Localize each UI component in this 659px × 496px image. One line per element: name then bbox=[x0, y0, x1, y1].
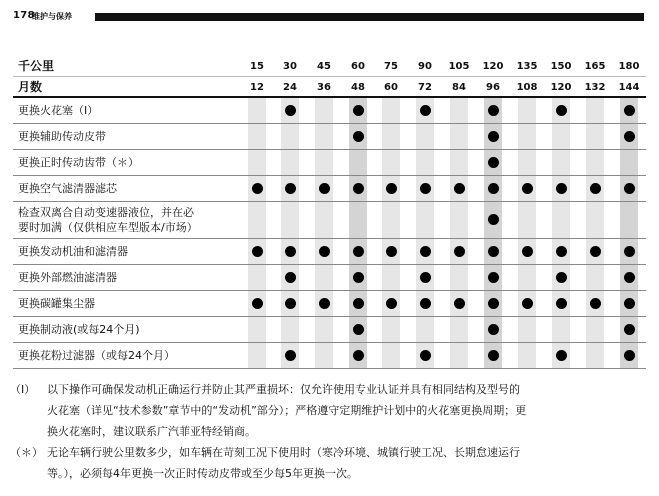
service-dot bbox=[624, 105, 635, 116]
service-dot bbox=[420, 272, 431, 283]
service-dot bbox=[285, 246, 296, 257]
page-header bbox=[13, 8, 646, 24]
schedule-row bbox=[13, 123, 646, 150]
service-dot bbox=[252, 298, 263, 309]
km-label: 千公里 bbox=[18, 58, 55, 73]
row-label bbox=[18, 270, 117, 285]
schedule-row bbox=[13, 316, 646, 343]
row-label bbox=[18, 103, 98, 118]
service-dot bbox=[488, 324, 499, 335]
km-value: 30 bbox=[283, 60, 297, 72]
schedule-row bbox=[13, 97, 646, 124]
service-dot bbox=[488, 131, 499, 142]
footnote-mark: （Ⅰ） bbox=[10, 383, 36, 396]
service-dot bbox=[353, 131, 364, 142]
service-dot bbox=[420, 350, 431, 361]
month-value: 84 bbox=[452, 81, 466, 93]
km-value: 15 bbox=[250, 60, 264, 72]
footnotes bbox=[10, 379, 650, 484]
service-dot bbox=[556, 183, 567, 194]
row-label-line: 更换空气滤清器滤芯 bbox=[18, 181, 117, 195]
schedule-row bbox=[13, 175, 646, 202]
footnote bbox=[10, 442, 650, 484]
km-value: 45 bbox=[317, 60, 331, 72]
months-header-row bbox=[13, 77, 646, 97]
service-dot bbox=[556, 298, 567, 309]
service-dot bbox=[353, 350, 364, 361]
row-label bbox=[18, 181, 117, 196]
month-value: 120 bbox=[550, 81, 572, 93]
service-dot bbox=[285, 105, 296, 116]
service-dot bbox=[624, 272, 635, 283]
service-dot bbox=[488, 214, 499, 225]
service-dot bbox=[624, 350, 635, 361]
footnote-line: 等。），必须每4年更换一次正时传动皮带或至少每5年更换一次。 bbox=[47, 467, 358, 480]
schedule-row bbox=[13, 149, 646, 176]
header-rule bbox=[95, 13, 644, 21]
km-value: 180 bbox=[618, 60, 640, 72]
service-dot bbox=[590, 298, 601, 309]
km-value: 135 bbox=[516, 60, 538, 72]
service-dot bbox=[590, 183, 601, 194]
row-label-line: 更换外部燃油滤清器 bbox=[18, 270, 117, 284]
service-dot bbox=[488, 183, 499, 194]
service-dot bbox=[285, 183, 296, 194]
row-label bbox=[18, 155, 139, 170]
row-label-line: 更换辅助传动皮带 bbox=[18, 129, 106, 143]
service-dot bbox=[624, 183, 635, 194]
km-value: 105 bbox=[448, 60, 470, 72]
service-dot bbox=[353, 183, 364, 194]
service-dot bbox=[590, 246, 601, 257]
service-dot bbox=[386, 298, 397, 309]
row-label-line: 更换制动液(或每24个月) bbox=[18, 322, 140, 336]
service-dot bbox=[353, 272, 364, 283]
schedule-row bbox=[13, 264, 646, 291]
service-dot bbox=[353, 298, 364, 309]
service-dot bbox=[386, 246, 397, 257]
month-value: 36 bbox=[317, 81, 331, 93]
row-label-line: 更换碳罐集尘器 bbox=[18, 296, 95, 310]
service-dot bbox=[386, 183, 397, 194]
km-value: 120 bbox=[482, 60, 504, 72]
month-value: 12 bbox=[250, 81, 264, 93]
service-dot bbox=[556, 105, 567, 116]
service-dot bbox=[319, 246, 330, 257]
service-dot bbox=[252, 183, 263, 194]
service-dot bbox=[420, 105, 431, 116]
service-dot bbox=[285, 298, 296, 309]
service-dot bbox=[556, 272, 567, 283]
footnote-line: 以下操作可确保发动机正确运行并防止其严重损坏：仅允许使用专业认证并具有相同结构及型号的 bbox=[47, 383, 520, 396]
footnote-line: 无论车辆行驶公里数多少，如车辆在苛刻工况下使用时（寒冷环境、城镇行驶工况、长期怠速运行 bbox=[47, 446, 520, 459]
service-dot bbox=[624, 324, 635, 335]
service-dot bbox=[488, 298, 499, 309]
service-dot bbox=[488, 246, 499, 257]
footnote-line: 火花塞（详见“技术参数”章节中的“发动机”部分）；严格遵守定期维护计划中的火花塞更换周期；更 bbox=[47, 404, 527, 417]
page-number: 178 bbox=[13, 10, 35, 21]
service-dot bbox=[353, 324, 364, 335]
month-value: 108 bbox=[516, 81, 538, 93]
service-dot bbox=[556, 246, 567, 257]
schedule-row bbox=[13, 201, 646, 239]
service-dot bbox=[252, 246, 263, 257]
service-dot bbox=[488, 272, 499, 283]
months-label: 月数 bbox=[18, 79, 43, 94]
service-dot bbox=[556, 350, 567, 361]
row-label-line: 检查双离合自动变速器液位，并在必 bbox=[18, 205, 194, 219]
service-dot bbox=[624, 246, 635, 257]
service-dot bbox=[420, 298, 431, 309]
footnote-mark: （＊） bbox=[10, 446, 43, 459]
schedule-row bbox=[13, 238, 646, 265]
schedule-row bbox=[13, 342, 646, 369]
footnote-line: 换火花塞时，建议联系广汽菲亚特经销商。 bbox=[47, 425, 256, 438]
service-dot bbox=[522, 246, 533, 257]
service-dot bbox=[488, 157, 499, 168]
month-value: 48 bbox=[351, 81, 365, 93]
service-dot bbox=[353, 246, 364, 257]
km-header-row bbox=[13, 55, 646, 77]
month-value: 24 bbox=[283, 81, 297, 93]
footnote bbox=[10, 379, 650, 442]
km-value: 75 bbox=[384, 60, 398, 72]
service-dot bbox=[454, 246, 465, 257]
service-dot bbox=[488, 350, 499, 361]
service-dot bbox=[319, 183, 330, 194]
row-label-line: 更换正时传动齿带（＊） bbox=[18, 155, 139, 169]
service-dot bbox=[285, 272, 296, 283]
row-label bbox=[18, 205, 198, 235]
service-dot bbox=[454, 298, 465, 309]
service-dot bbox=[454, 183, 465, 194]
month-value: 96 bbox=[486, 81, 500, 93]
row-label-line: 更换花粉过滤器（或每24个月） bbox=[18, 348, 175, 362]
month-value: 144 bbox=[618, 81, 640, 93]
service-dot bbox=[420, 183, 431, 194]
service-dot bbox=[624, 298, 635, 309]
service-dot bbox=[488, 105, 499, 116]
row-label-line: 要时加满（仅供相应车型版本/市场） bbox=[18, 220, 198, 234]
row-label-line: 更换发动机油和滤清器 bbox=[18, 244, 128, 258]
schedule-row bbox=[13, 290, 646, 317]
row-label bbox=[18, 348, 175, 363]
service-dot bbox=[522, 298, 533, 309]
row-label-line: 更换火花塞（Ⅰ） bbox=[18, 103, 99, 117]
service-dot bbox=[420, 246, 431, 257]
row-label bbox=[18, 244, 128, 259]
km-value: 90 bbox=[418, 60, 432, 72]
month-value: 132 bbox=[584, 81, 606, 93]
section-title: 维护与保养 bbox=[32, 12, 72, 21]
km-value: 165 bbox=[584, 60, 606, 72]
row-label bbox=[18, 322, 140, 337]
service-dot bbox=[522, 183, 533, 194]
service-dot bbox=[353, 105, 364, 116]
service-dot bbox=[624, 131, 635, 142]
row-label bbox=[18, 129, 106, 144]
month-value: 72 bbox=[418, 81, 432, 93]
km-value: 60 bbox=[351, 60, 365, 72]
service-dot bbox=[319, 298, 330, 309]
row-label bbox=[18, 296, 95, 311]
km-value: 150 bbox=[550, 60, 572, 72]
service-dot bbox=[285, 350, 296, 361]
month-value: 60 bbox=[384, 81, 398, 93]
